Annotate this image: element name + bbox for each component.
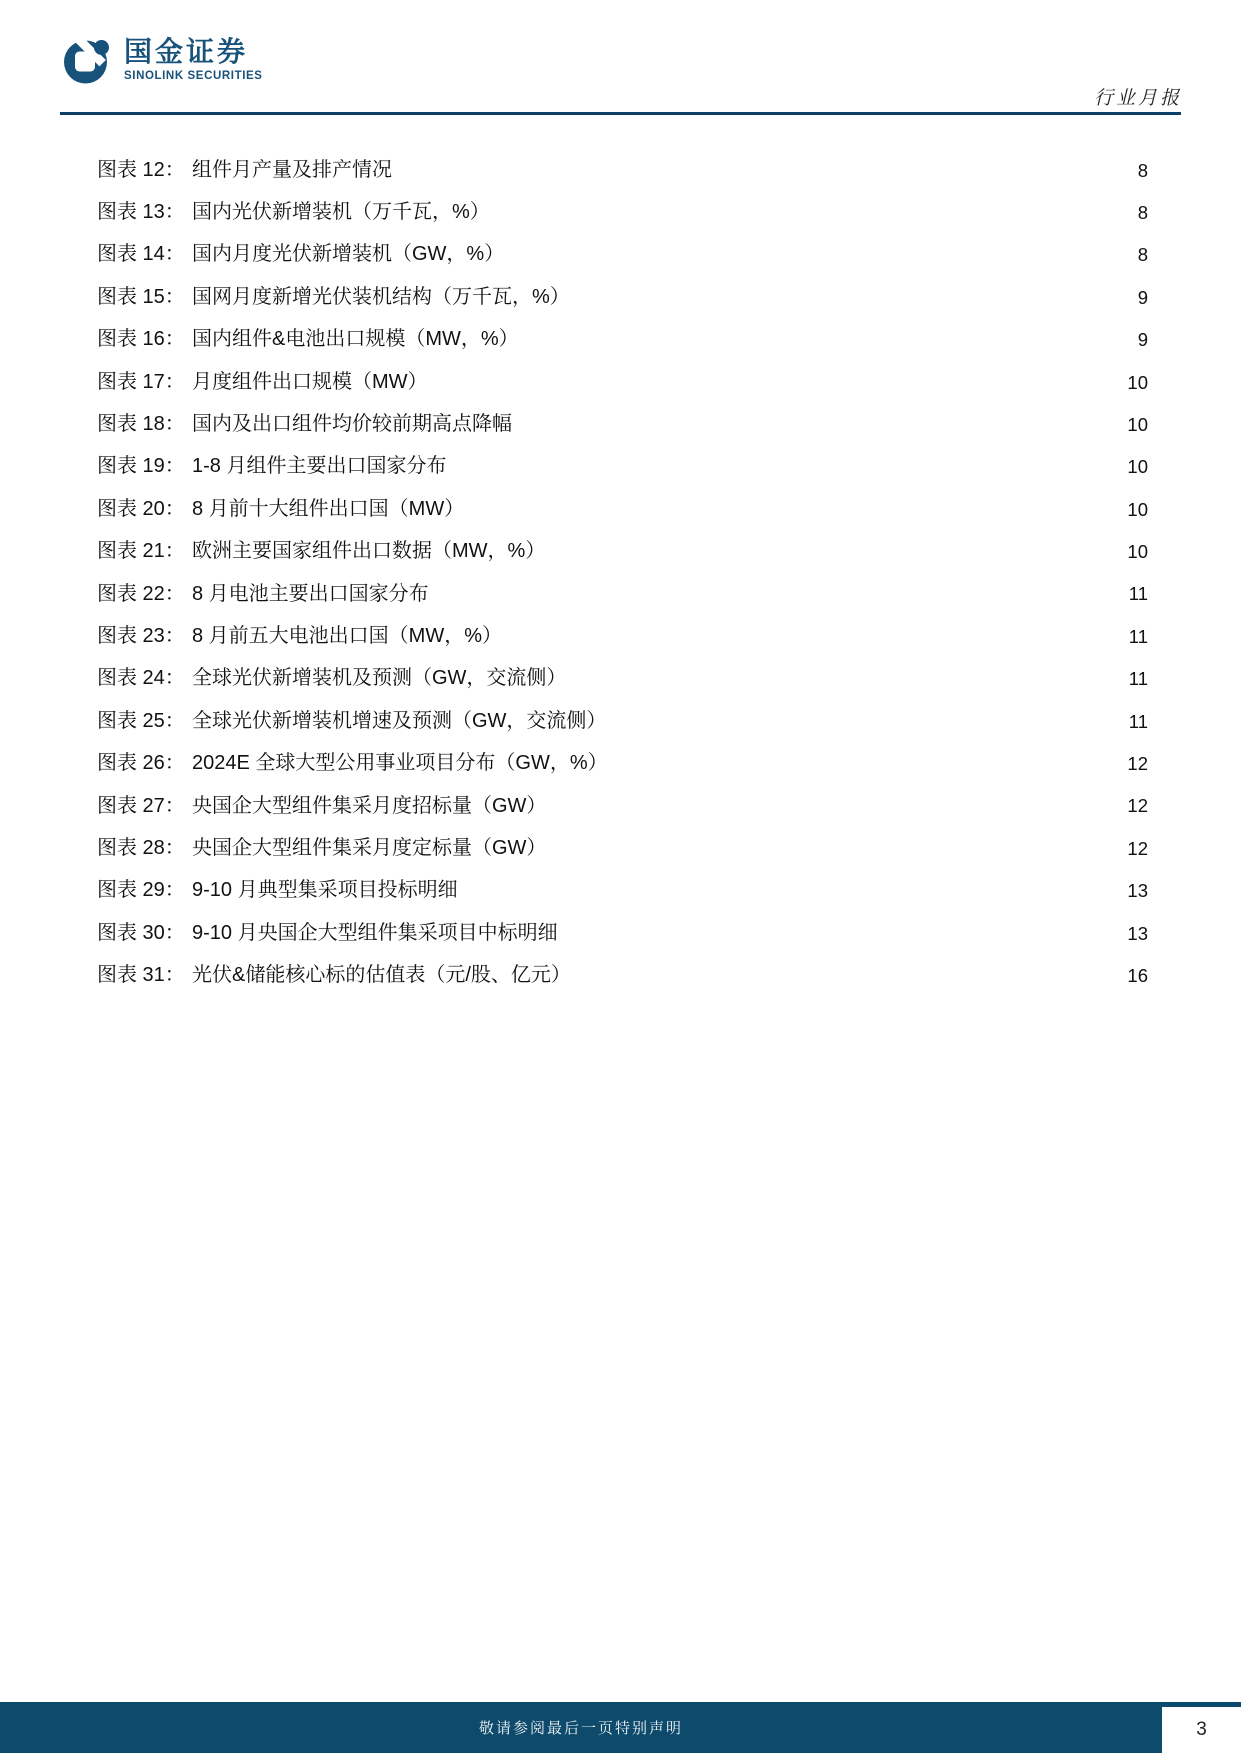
- toc-entry[interactable]: [97, 870, 1148, 912]
- toc-entry-page-number: 9: [1137, 286, 1148, 308]
- dot-leader: [573, 669, 1113, 689]
- toc-entry-label: 图表 20：: [97, 497, 185, 520]
- toc-entry-page-number: 13: [1127, 922, 1148, 944]
- toc-entry[interactable]: [97, 912, 1148, 954]
- dot-leader: [552, 542, 1113, 562]
- footer-disclaimer: 敬请参阅最后一页特别声明: [478, 1721, 683, 1737]
- toc-entry-label: 图表 15：: [97, 285, 185, 308]
- toc-entry-label: 图表 16：: [97, 328, 185, 351]
- toc-entry[interactable]: [97, 827, 1148, 869]
- toc-entry[interactable]: [97, 361, 1148, 403]
- toc-entry-label: 图表 13：: [97, 201, 185, 224]
- toc-entry-page-number: 11: [1128, 668, 1148, 690]
- toc-entry[interactable]: [97, 191, 1148, 233]
- sinolink-logo-icon: [62, 37, 111, 86]
- toc-entry[interactable]: [97, 488, 1148, 530]
- toc-entry-page-number: 9: [1137, 329, 1148, 351]
- toc-entry-page-number: 12: [1127, 753, 1148, 775]
- toc-entry-label: 图表 18：: [97, 413, 185, 436]
- dot-leader: [509, 626, 1113, 646]
- report-type-label: 行业月报: [1093, 88, 1182, 109]
- toc-entry-title: 央国企大型组件集采月度招标量（GW）: [192, 794, 547, 817]
- dot-leader: [577, 287, 1113, 307]
- toc-entry-title: 国内组件&电池出口规模（MW，%）: [192, 328, 519, 351]
- toc-entry-label: 图表 30：: [97, 921, 185, 944]
- dot-leader: [553, 796, 1113, 816]
- toc-entry-label: 图表 25：: [97, 709, 185, 732]
- toc-entry-title: 9-10 月典型集采项目投标明细: [192, 879, 458, 902]
- toc-entry-page-number: 10: [1127, 371, 1148, 393]
- brand-text: [124, 37, 263, 82]
- dot-leader: [511, 245, 1113, 265]
- dot-leader: [471, 499, 1113, 519]
- toc-entry-page-number: 13: [1127, 880, 1148, 902]
- toc-entry-label: 图表 17：: [97, 370, 185, 393]
- dot-leader: [578, 966, 1113, 986]
- toc-entry-title: 国网月度新增光伏装机结构（万千瓦，%）: [192, 285, 570, 308]
- toc-entry-title: 国内及出口组件均价较前期高点降幅: [192, 413, 512, 436]
- dot-leader: [519, 415, 1113, 435]
- toc-entry[interactable]: [97, 403, 1148, 445]
- toc-entry-page-number: 8: [1137, 159, 1148, 181]
- toc-entry-page-number: 10: [1127, 456, 1148, 478]
- toc-entry-label: 图表 19：: [97, 455, 185, 478]
- toc-entry-label: 图表 22：: [97, 582, 185, 605]
- toc-entry-label: 图表 26：: [97, 752, 185, 775]
- toc-entry-title: 光伏&储能核心标的估值表（元/股、亿元）: [192, 964, 571, 987]
- toc-entry-title: 全球光伏新增装机增速及预测（GW，交流侧）: [192, 709, 607, 732]
- dot-leader: [497, 203, 1113, 223]
- toc-entry-title: 国内月度光伏新增装机（GW，%）: [192, 243, 505, 266]
- dot-leader: [435, 372, 1113, 392]
- toc-entry-page-number: 8: [1137, 244, 1148, 266]
- toc-entry-label: 图表 14：: [97, 243, 185, 266]
- toc-entry-title: 8 月电池主要出口国家分布: [192, 582, 429, 605]
- dot-leader: [436, 584, 1113, 604]
- toc-entry-label: 图表 27：: [97, 794, 185, 817]
- toc-entry-label: 图表 12：: [97, 158, 185, 181]
- dot-leader: [526, 330, 1113, 350]
- toc-entry[interactable]: [97, 446, 1148, 488]
- dot-leader: [399, 160, 1113, 180]
- toc-entry-page-number: 12: [1127, 837, 1148, 859]
- footer-page-number: 3: [1196, 1719, 1207, 1740]
- toc-entry-label: 图表 21：: [97, 540, 185, 563]
- toc-entry[interactable]: [97, 234, 1148, 276]
- toc-entry-page-number: 11: [1128, 710, 1148, 732]
- toc-entry-page-number: 10: [1127, 498, 1148, 520]
- dot-leader: [465, 881, 1113, 901]
- report-footer: [0, 1702, 1241, 1753]
- brand-logo: [62, 37, 263, 86]
- toc-list: [97, 149, 1148, 997]
- toc-entry-title: 央国企大型组件集采月度定标量（GW）: [192, 836, 547, 859]
- toc-entry-title: 欧洲主要国家组件出口数据（MW，%）: [192, 540, 546, 563]
- toc-entry[interactable]: [97, 615, 1148, 657]
- toc-entry[interactable]: [97, 276, 1148, 318]
- footer-page-box: [1162, 1707, 1241, 1753]
- toc-entry[interactable]: [97, 742, 1148, 784]
- toc-entry-title: 1-8 月组件主要出口国家分布: [192, 455, 447, 478]
- toc-entry[interactable]: [97, 573, 1148, 615]
- toc-entry[interactable]: [97, 149, 1148, 191]
- toc-entry[interactable]: [97, 531, 1148, 573]
- toc-entry-title: 9-10 月央国企大型组件集采项目中标明细: [192, 921, 558, 944]
- toc-entry-title: 2024E 全球大型公用事业项目分布（GW，%）: [192, 752, 608, 775]
- toc-entry-label: 图表 24：: [97, 667, 185, 690]
- brand-name-en: SINOLINK SECURITIES: [124, 70, 263, 83]
- toc-entry-title: 全球光伏新增装机及预测（GW，交流侧）: [192, 667, 567, 690]
- toc-entry-label: 图表 29：: [97, 879, 185, 902]
- toc-entry-title: 月度组件出口规模（MW）: [192, 370, 428, 393]
- toc-entry-page-number: 8: [1137, 201, 1148, 223]
- toc-entry[interactable]: [97, 954, 1148, 996]
- brand-name-cn: 国金证券: [124, 37, 249, 68]
- toc-entry-label: 图表 31：: [97, 964, 185, 987]
- header-divider: [60, 112, 1181, 115]
- toc-entry-title: 8 月前五大电池出口国（MW，%）: [192, 624, 502, 647]
- toc-entry-label: 图表 23：: [97, 624, 185, 647]
- toc-entry-page-number: 11: [1128, 583, 1148, 605]
- dot-leader: [615, 754, 1113, 774]
- toc-entry-title: 组件月产量及排产情况: [192, 158, 392, 181]
- toc-entry-page-number: 10: [1127, 541, 1148, 563]
- toc-entry[interactable]: [97, 319, 1148, 361]
- toc-entry-title: 8 月前十大组件出口国（MW）: [192, 497, 465, 520]
- toc-entry[interactable]: [97, 700, 1148, 742]
- toc-entry-page-number: 11: [1128, 625, 1148, 647]
- toc-entry-page-number: 10: [1127, 413, 1148, 435]
- dot-leader: [553, 838, 1113, 858]
- dot-leader: [453, 457, 1113, 477]
- toc-entry[interactable]: [97, 785, 1148, 827]
- toc-entry[interactable]: [97, 658, 1148, 700]
- toc-entry-title: 国内光伏新增装机（万千瓦，%）: [192, 201, 490, 224]
- dot-leader: [565, 923, 1113, 943]
- dot-leader: [613, 711, 1113, 731]
- toc-entry-page-number: 16: [1127, 964, 1148, 986]
- toc-entry-page-number: 12: [1127, 795, 1148, 817]
- toc-entry-label: 图表 28：: [97, 836, 185, 859]
